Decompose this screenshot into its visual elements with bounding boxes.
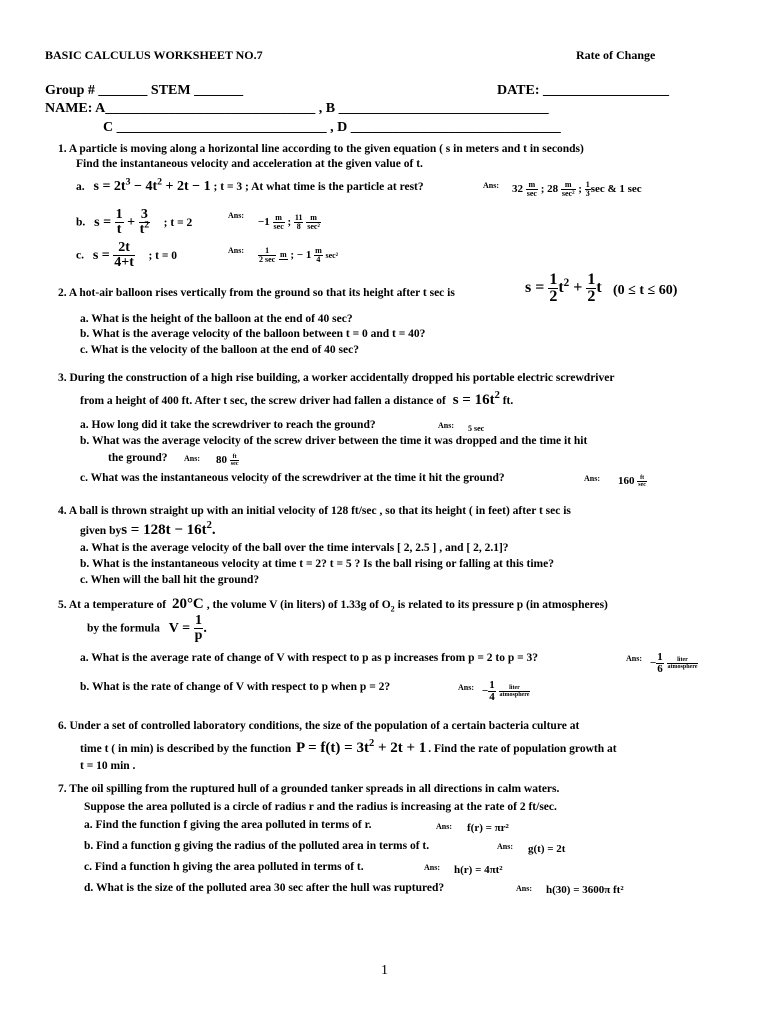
q1-intro: 1. A particle is moving along a horizontal line according to the given equation ( s in meters and t in seconds) bbox=[58, 143, 584, 155]
q3c-ans-label: Ans: bbox=[584, 474, 601, 483]
q3c-answer: 160 $\frac{ft}{\sec}$ bbox=[618, 475, 646, 488]
q1c-answer: $\frac{1}{2 \sec}$ m ; − 1 $\frac{m}{4}$ sec² bbox=[259, 246, 339, 264]
q2c: c. What is the velocity of the balloon at the end of 40 sec? bbox=[80, 344, 359, 356]
q4b: b. What is the instantaneous velocity at time t = 2? t = 5 ? Is the ball rising or falling at this time? bbox=[80, 558, 554, 570]
q3a: a. How long did it take the screwdriver to reach the ground? bbox=[80, 419, 376, 431]
q7-intro: 7. The oil spilling from the ruptured hull of a grounded tanker spreads in all directions in calm waters. bbox=[58, 783, 560, 795]
q7b: b. Find a function g giving the radius of the polluted area in terms of t. bbox=[84, 840, 430, 852]
q3-intro-2: from a height of 400 ft. After t sec, the screw driver had fallen a distance of $s = 16t^2$ ft. bbox=[80, 390, 514, 408]
q3a-ans-label: Ans: bbox=[438, 421, 455, 430]
q2-range: (0 ≤ t ≤ 60) bbox=[613, 283, 678, 298]
q5b-answer: − $\frac{1}{4}$ $\frac{\text{liter}}{\text{atmosphere}}$ bbox=[482, 679, 530, 703]
q7d-ans-label: Ans: bbox=[516, 884, 533, 893]
q2b: b. What is the average velocity of the balloon between t = 0 and t = 40? bbox=[80, 328, 426, 340]
q3b-2: the ground? bbox=[108, 452, 168, 464]
q1c: c. s = $\frac{2t}{4+t}$ ; t = 0 bbox=[76, 240, 178, 270]
date-field[interactable]: DATE: __________________ bbox=[497, 83, 670, 98]
q2-intro: 2. A hot-air balloon rises vertically from the ground so that its height after t sec is bbox=[58, 287, 455, 299]
name-field-ab[interactable]: NAME: A______________________________ , B ______________________________ bbox=[45, 101, 549, 116]
q3c: c. What was the instantaneous velocity of the screwdriver at the time it hit the ground? bbox=[80, 472, 505, 484]
q7a-answer: f(r) = πr² bbox=[467, 822, 509, 834]
q7a-ans-label: Ans: bbox=[436, 822, 453, 831]
q1a: a. $s = 2t^3 - 4t^2 + 2t - 1$ ; t = 3 ; At what time is the particle at rest? bbox=[76, 176, 424, 194]
q7b-answer: g(t) = 2t bbox=[528, 843, 566, 855]
name-field-cd[interactable]: C ______________________________ , D ______________________________ bbox=[103, 120, 561, 135]
q1b: b. s = $\frac{1}{t}$ + $\frac{3}{t^2}$ ; t = 2 bbox=[76, 207, 193, 237]
q7c: c. Find a function h giving the area polluted in terms of t. bbox=[84, 861, 364, 873]
q7a: a. Find the function f giving the area polluted in terms of r. bbox=[84, 819, 372, 831]
q1a-ans-label: Ans: bbox=[483, 181, 500, 190]
q3b: b. What was the average velocity of the screw driver between the time it was dropped and the time it hit bbox=[80, 435, 588, 447]
q7d-answer: h(30) = 3600π ft² bbox=[546, 884, 624, 896]
q5b: b. What is the rate of change of V with respect to p when p = 2? bbox=[80, 681, 391, 693]
q5a: a. What is the average rate of change of V with respect to p as p increases from p = 2 to p = 3? bbox=[80, 652, 539, 664]
group-field[interactable]: Group # _______ STEM _______ bbox=[45, 83, 244, 98]
q7b-ans-label: Ans: bbox=[497, 842, 514, 851]
q7d: d. What is the size of the polluted area 30 sec after the hull was ruptured? bbox=[84, 882, 445, 894]
q5-intro: 5. At a temperature of 20°C , the volume V (in liters) of 1.33g of $O_2$ is related to its pressure p (in atmospheres) bbox=[58, 596, 608, 614]
q7c-answer: h(r) = 4πt² bbox=[454, 864, 503, 876]
q5a-answer: − $\frac{1}{6}$ $\frac{\text{liter}}{\text{atmosphere}}$ bbox=[650, 651, 698, 675]
q5a-ans-label: Ans: bbox=[626, 654, 643, 663]
q1-intro-2: Find the instantaneous velocity and acceleration at the given value of t. bbox=[76, 158, 423, 170]
q4-intro: 4. A ball is thrown straight up with an initial velocity of 128 ft/sec , so that its height ( in feet) after t sec is bbox=[58, 505, 571, 517]
page-number: 1 bbox=[381, 963, 388, 978]
q2-formula: s = $\frac{1}{2}$ $t^2$ + $\frac{1}{2}$ t bbox=[525, 271, 602, 305]
worksheet-topic: Rate of Change bbox=[576, 48, 656, 62]
q6-intro-3: t = 10 min . bbox=[80, 760, 136, 772]
q1c-ans-label: Ans: bbox=[228, 246, 245, 255]
q6-intro: 6. Under a set of controlled laboratory conditions, the size of the population of a certain bacteria culture at bbox=[58, 720, 580, 732]
q4a: a. What is the average velocity of the ball over the time intervals [ 2, 2.5 ] , and [ 2, 2.1]? bbox=[80, 542, 509, 554]
q2a: a. What is the height of the balloon at the end of 40 sec? bbox=[80, 313, 353, 325]
q3a-answer: 5 sec bbox=[468, 424, 485, 433]
q1b-answer: −1 $\frac{m}{\sec}$ ; $\frac{11}{8}$ $\frac{m}{\text{sec²}}$ bbox=[258, 213, 320, 231]
q5-formula: by the formula V = $\frac{1}{p}$ . bbox=[87, 613, 207, 643]
worksheet-title: BASIC CALCULUS WORKSHEET NO.7 bbox=[45, 48, 263, 62]
q3b-answer: 80 $\frac{ft}{\sec}$ bbox=[216, 454, 239, 467]
q1a-answer: 32 $\frac{m}{\sec}$ ; 28 $\frac{m}{\text{sec²}}$ ; $\frac{1}{3}$ sec & 1 sec bbox=[512, 180, 642, 198]
q7c-ans-label: Ans: bbox=[424, 863, 441, 872]
q4-intro-2: given bys = $128t - 16t^2$. bbox=[80, 520, 216, 538]
q3-intro: 3. During the construction of a high rise building, a worker accidentally dropped his portable electric screwdriver bbox=[58, 372, 615, 384]
q6-intro-2: time t ( in min) is described by the function $P = f(t) = 3t^2 + 2t + 1$ . Find the rate of population growth at bbox=[80, 738, 617, 756]
q1b-ans-label: Ans: bbox=[228, 211, 245, 220]
q3b-ans-label: Ans: bbox=[184, 454, 201, 463]
q5b-ans-label: Ans: bbox=[458, 683, 475, 692]
q4c: c. When will the ball hit the ground? bbox=[80, 574, 260, 586]
q7-intro-2: Suppose the area polluted is a circle of radius r and the radius is increasing at the rate of 2 ft/sec. bbox=[84, 801, 557, 813]
